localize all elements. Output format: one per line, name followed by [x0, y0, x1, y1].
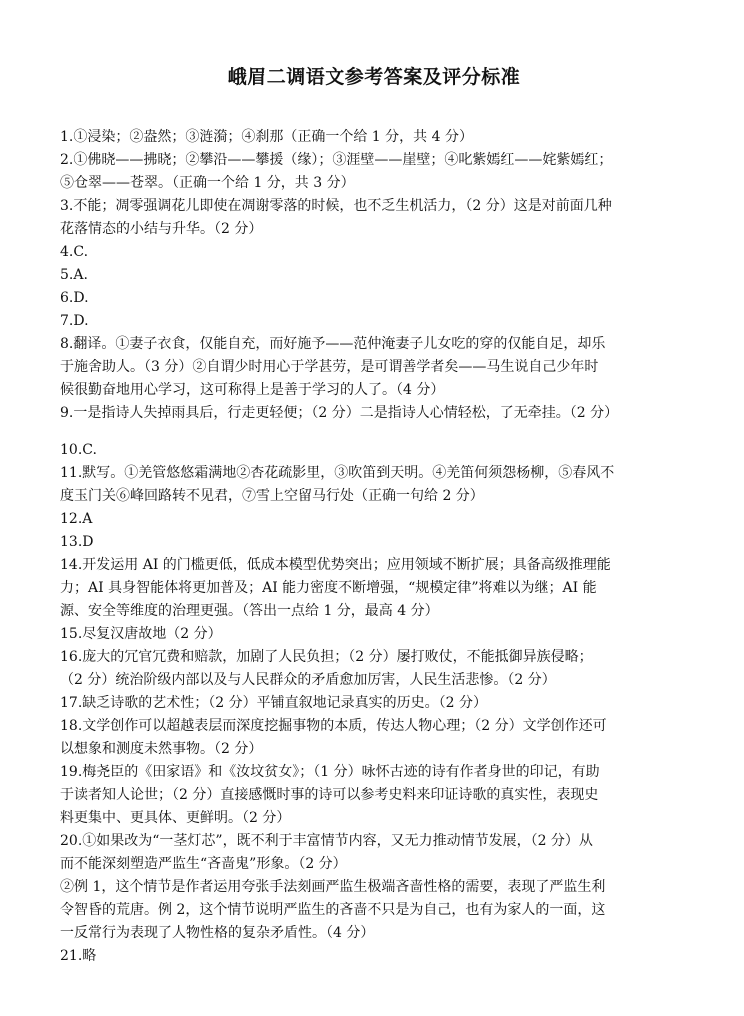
answer-line: 4.C.: [60, 244, 89, 260]
answer-content: [60, 126, 688, 968]
answer-line: 3.不能；凋零强调花儿即使在凋谢零落的时候，也不乏生机活力，（2 分）这是对前面几种: [60, 198, 612, 214]
answer-line: 12.A: [60, 511, 93, 527]
answer-line: 于读者知人论世；（2 分）直接感慨时事的诗可以参考史料来印证诗歌的真实性，表现史: [60, 787, 599, 803]
blank-line: [60, 425, 688, 439]
answer-line: 9.一是指诗人失掉雨具后，行走更轻便；（2 分）二是指诗人心情轻松，了无牵挂。（2 分）: [60, 405, 619, 421]
answer-line: 13.D: [60, 534, 94, 550]
document-title: 峨眉二调语文参考答案及评分标准: [227, 66, 521, 88]
answer-line: 花落情态的小结与升华。（2 分）: [60, 221, 263, 237]
answer-line: 2.①佛晓——拂晓；②攀沿——攀援（缘）；③涯壁——崖壁；④叱紫嫣红——姹紫嫣红；: [60, 152, 613, 168]
answer-line: 18.文学创作可以超越表层而深度挖掘事物的本质，传达人物心理；（2 分）文学创作还可: [60, 718, 607, 734]
answer-line: 10.C.: [60, 442, 97, 458]
answer-line: 14.开发运用 AI 的门槛更低，低成本模型优势突出；应用领域不断扩展；具备高级推理能: [60, 557, 611, 573]
answer-line: 力；AI 具身智能体将更加普及；AI 能力密度不断增强，“规模定律”将难以为继；AI 能: [60, 580, 597, 596]
answer-line: 16.庞大的冗官冗费和赔款，加剧了人民负担；（2 分）屡打败仗，不能抵御异族侵略；: [60, 649, 593, 665]
answer-line: 6.D.: [60, 290, 89, 306]
answer-line: 以想象和测度未然事物。（2 分）: [60, 741, 263, 757]
answer-line: ②例 1，这个情节是作者运用夸张手法刻画严监生极端吝啬性格的需要，表现了严监生利: [60, 879, 606, 895]
answer-line: 度玉门关⑥峰回路转不见君，⑦雪上空留马行处（正确一句给 2 分）: [60, 488, 484, 504]
answer-line: 5.A.: [60, 267, 88, 283]
answer-line: 17.缺乏诗歌的艺术性；（2 分）平铺直叙地记录真实的历史。（2 分）: [60, 695, 487, 711]
answer-line: 11.默写。①羌管悠悠霜满地②杏花疏影里，③吹笛到天明。④羌笛何须怨杨柳，⑤春风不: [60, 465, 615, 481]
answer-line: 料更集中、更具体、更鲜明。（2 分）: [60, 810, 291, 826]
answer-line: 源、安全等维度的治理更强。（答出一点给 1 分，最高 4 分）: [60, 603, 439, 619]
answer-line: 令智昏的荒唐。例 2，这个情节说明严监生的吝啬不只是为自己，也有为家人的一面，这: [60, 902, 606, 918]
answer-line: 候很勤奋地用心学习，这可称得上是善于学习的人了。（4 分）: [60, 382, 445, 398]
answer-line: 于施舍助人。（3 分）②自谓少时用心于学甚劳，是可谓善学者矣——马生说自己少年时: [60, 359, 599, 375]
answer-line: 7.D.: [60, 313, 89, 329]
answer-line: 1.①浸染；②盎然；③涟漪；④刹那（正确一个给 1 分，共 4 分）: [60, 129, 473, 145]
answer-line: ⑤仓翠——苍翠。（正确一个给 1 分，共 3 分）: [60, 175, 355, 191]
answer-line: 而不能深刻塑造严监生“吝啬鬼”形象。（2 分）: [60, 856, 347, 872]
answer-line: （2 分）统治阶级内部以及与人民群众的矛盾愈加厉害，人民生活悲惨。（2 分）: [60, 672, 556, 688]
answer-line: 8.翻译。①妻子衣食，仅能自充，而好施予——范仲淹妻子儿女吃的穿的仅能自足，却乐: [60, 336, 606, 352]
answer-line: 一反常行为表现了人物性格的复杂矛盾性。（4 分）: [60, 925, 375, 941]
answer-line: 15.尽复汉唐故地（2 分）: [60, 626, 222, 642]
answer-line: 20.①如果改为“一茎灯芯”，既不利于丰富情节内容，又无力推动情节发展，（2 分）从: [60, 833, 593, 849]
answer-line: 21.略: [60, 948, 97, 964]
answer-line: 19.梅尧臣的《田家语》和《汝坟贫女》；（1 分）咏怀古迹的诗有作者身世的印记，有助: [60, 764, 600, 780]
